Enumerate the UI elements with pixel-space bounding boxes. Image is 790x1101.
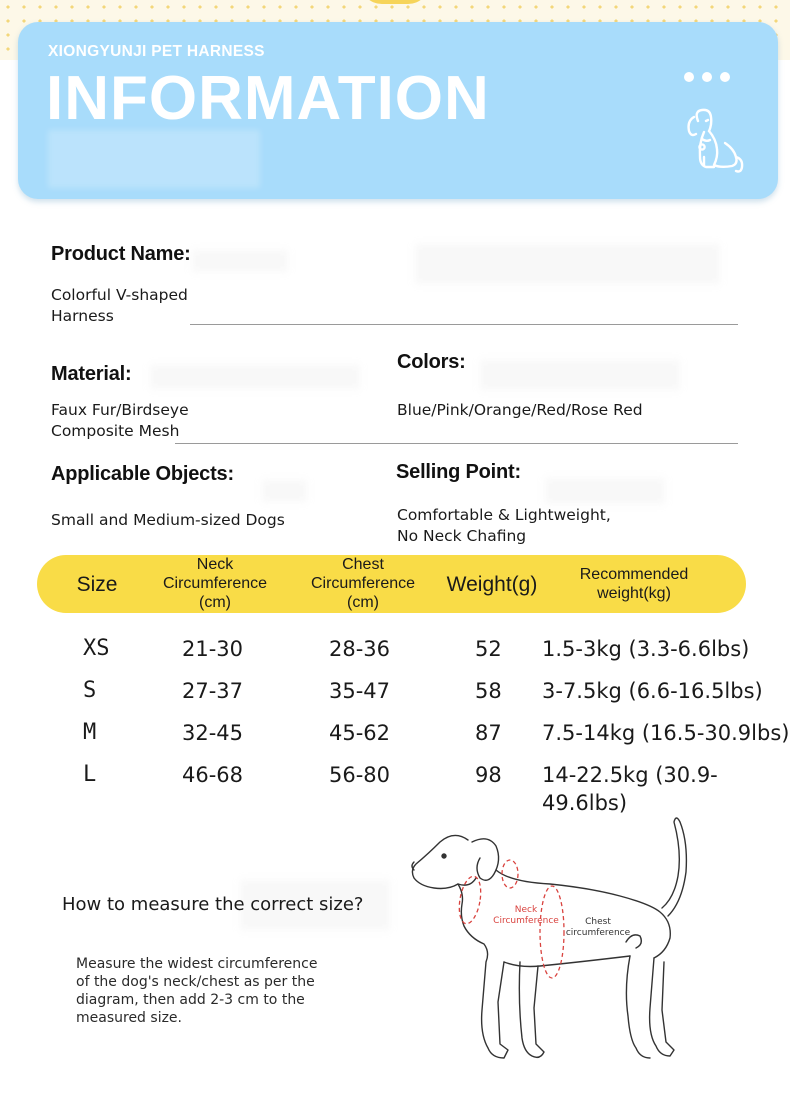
weight-cell: 98 [475, 763, 502, 787]
banner-title: INFORMATION [46, 64, 490, 133]
size-cell: S [83, 678, 97, 703]
header-chest: Chest Circumference (cm) [310, 556, 416, 611]
selling-point-label: Selling Point: [396, 461, 521, 483]
size-cell: M [83, 720, 97, 745]
header-neck: Neck Circumference (cm) [162, 556, 268, 611]
recommended-cell: 3-7.5kg (6.6-16.5lbs) [542, 679, 763, 703]
recommended-cell: 1.5-3kg (3.3-6.6lbs) [542, 637, 750, 661]
chest-cell: 56-80 [329, 763, 391, 787]
weight-cell: 52 [475, 637, 502, 661]
size-table-header [37, 555, 746, 613]
header-weight: Weight(g) [446, 573, 538, 596]
info-banner [18, 22, 778, 199]
chest-label-1: Chest [585, 917, 611, 927]
table-row [0, 719, 790, 759]
neck-cell: 21-30 [182, 637, 244, 661]
colors-label: Colors: [397, 351, 466, 373]
dog-icon [680, 107, 752, 177]
sun-decoration [360, 0, 430, 4]
applicable-objects-label: Applicable Objects: [51, 463, 234, 485]
blurred-text [150, 365, 360, 389]
blurred-text [192, 250, 288, 272]
selling-point-value: Comfortable & Lightweight, No Neck Chafing [397, 506, 611, 545]
divider [175, 443, 738, 444]
weight-cell: 58 [475, 679, 502, 703]
chest-label-2: circumference [565, 928, 631, 938]
header-recommended: Recommended weight(kg) [579, 566, 689, 602]
header-size: Size [76, 573, 118, 596]
three-dots-decoration [684, 67, 738, 86]
table-row [0, 761, 790, 815]
table-row [0, 635, 790, 675]
banner-blurred-subtitle [48, 130, 260, 188]
divider [190, 324, 738, 325]
brand-name: XIONGYUNJI PET HARNESS [48, 43, 265, 60]
neck-cell: 46-68 [182, 763, 244, 787]
weight-cell: 87 [475, 721, 502, 745]
neck-label-2: Circumference [493, 916, 559, 926]
dog-outline [412, 818, 686, 1058]
chest-cell: 28-36 [329, 637, 391, 661]
colors-value: Blue/Pink/Orange/Red/Rose Red [397, 401, 643, 419]
blurred-text [415, 244, 720, 284]
chest-cell: 45-62 [329, 721, 391, 745]
blurred-text [262, 480, 307, 502]
material-value: Faux Fur/Birdseye Composite Mesh [51, 401, 189, 440]
neck-label-1: Neck [514, 905, 538, 915]
neck-cell: 32-45 [182, 721, 244, 745]
product-name-value: Colorful V-shaped Harness [51, 286, 188, 325]
table-row [0, 677, 790, 717]
size-cell: L [83, 762, 97, 787]
product-name-label: Product Name: [51, 243, 191, 265]
measure-instructions: Measure the widest circumference of the dog's neck/chest as per the diagram, then add 2-3 cm to the measured size. [76, 956, 318, 1026]
neck-cell: 27-37 [182, 679, 244, 703]
applicable-objects-value: Small and Medium-sized Dogs [51, 511, 285, 529]
blurred-text [480, 360, 680, 390]
measure-title: How to measure the correct size? [62, 894, 364, 915]
recommended-cell: 7.5-14kg (16.5-30.9lbs) [542, 721, 790, 745]
size-cell: XS [83, 636, 110, 661]
material-label: Material: [51, 363, 132, 385]
chest-cell: 35-47 [329, 679, 391, 703]
recommended-cell: 14-22.5kg (30.9-49.6lbs) [542, 763, 718, 815]
dog-measurement-diagram [400, 812, 710, 1082]
blurred-text [545, 478, 665, 504]
